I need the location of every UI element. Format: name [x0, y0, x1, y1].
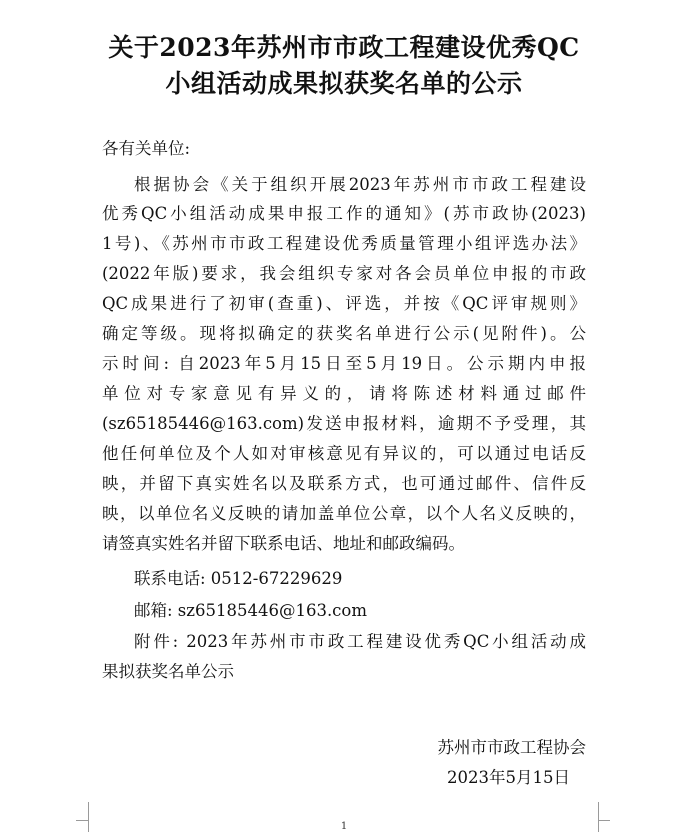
body-line-8: 单位对专家意见有异义的，请将陈述材料通过邮件: [102, 384, 586, 403]
body-line-4: (2022年版)要求，我会组织专家对各会员单位申报的市政: [102, 264, 586, 283]
salutation: 各有关单位:: [102, 139, 191, 158]
body-line-7: 示时间: 自2023年5月15日至5月19日。公示期内申报: [102, 354, 586, 373]
attachment-line-1: 附件: 2023年苏州市市政工程建设优秀QC小组活动成: [134, 632, 586, 651]
body-line-1: 根据协会《关于组织开展2023年苏州市市政工程建设: [134, 175, 586, 194]
body-line-13: 请签真实姓名并留下联系电话、地址和邮政编码。: [102, 534, 465, 553]
contact-phone: 联系电话: 0512-67229629: [134, 569, 343, 588]
signature-organization: 苏州市市政工程协会: [437, 738, 586, 757]
body-line-5: QC成果进行了初审(查重)、评选，并按《QC评审规则》: [102, 294, 586, 313]
contact-email: 邮箱: sz65185446@163.com: [134, 601, 368, 620]
crop-mark-left-horizontal: [76, 820, 88, 821]
body-line-9: (sz65185446@163.com)发送申报材料，逾期不予受理，其: [102, 414, 586, 433]
body-line-3: 1号)、《苏州市市政工程建设优秀质量管理小组评选办法》: [102, 234, 586, 253]
crop-mark-left-vertical: [88, 802, 89, 832]
document-title-line-2: 小组活动成果拟获奖名单的公示: [165, 69, 523, 98]
signature-date: 2023年5月15日: [447, 768, 570, 787]
page-number: 1: [340, 821, 348, 832]
document-title-line-1: 关于2023年苏州市市政工程建设优秀QC: [108, 33, 580, 62]
crop-mark-right-horizontal: [598, 820, 610, 821]
attachment-line-2: 果拟获奖名单公示: [102, 662, 234, 681]
crop-mark-right-vertical: [598, 802, 599, 832]
body-line-10: 他任何单位及个人如对审核意见有异议的，可以通过电话反: [102, 444, 586, 463]
body-line-2: 优秀QC小组活动成果申报工作的通知》(苏市政协(2023): [102, 204, 586, 223]
body-line-6: 确定等级。现将拟确定的获奖名单进行公示(见附件)。公: [102, 324, 586, 343]
body-line-12: 映，以单位名义反映的请加盖单位公章，以个人名义反映的，: [102, 504, 586, 523]
body-line-11: 映，并留下真实姓名以及联系方式，也可通过邮件、信件反: [102, 474, 586, 493]
